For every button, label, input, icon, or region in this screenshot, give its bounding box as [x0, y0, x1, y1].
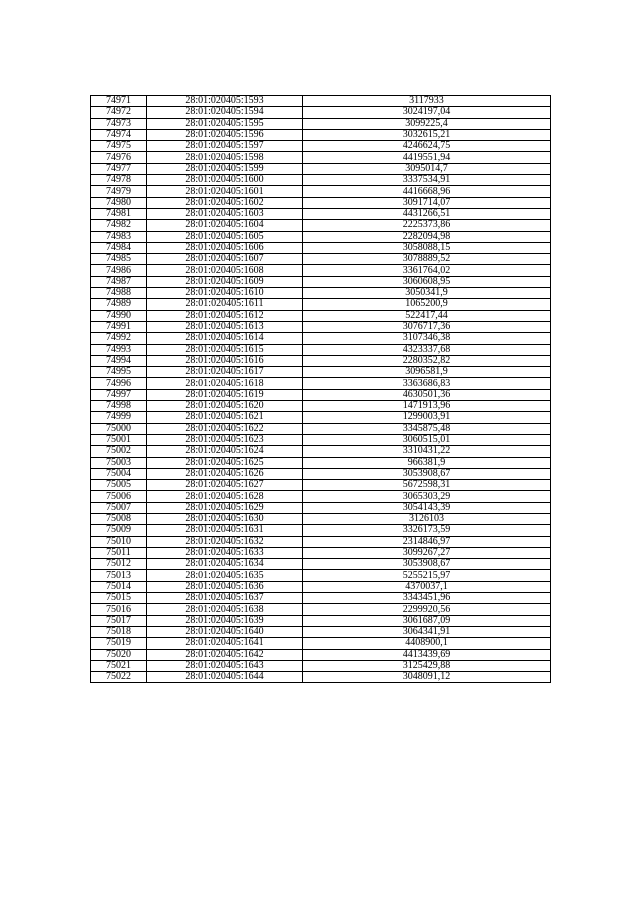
cadastral-number-cell: 28:01:020405:1602 — [147, 197, 303, 208]
value-cell: 2299920,56 — [303, 604, 551, 615]
cadastral-number-cell: 28:01:020405:1627 — [147, 480, 303, 491]
value-cell: 3054143,39 — [303, 502, 551, 513]
table-row — [91, 321, 551, 332]
value-cell: 2314846,97 — [303, 536, 551, 547]
value-cell: 3345875,48 — [303, 423, 551, 434]
value-cell: 1065200,9 — [303, 299, 551, 310]
cadastral-number-cell: 28:01:020405:1642 — [147, 649, 303, 660]
cadastral-number-cell: 28:01:020405:1615 — [147, 344, 303, 355]
row-number-cell: 75021 — [91, 660, 147, 671]
value-cell: 3024197,04 — [303, 107, 551, 118]
value-cell: 1299003,91 — [303, 412, 551, 423]
table-row — [91, 378, 551, 389]
cadastral-number-cell: 28:01:020405:1633 — [147, 547, 303, 558]
value-cell: 3091714,07 — [303, 197, 551, 208]
value-cell: 4630501,36 — [303, 389, 551, 400]
row-number-cell: 75022 — [91, 672, 147, 683]
table-row — [91, 502, 551, 513]
table-row — [91, 242, 551, 253]
table-row — [91, 333, 551, 344]
value-cell: 3061687,09 — [303, 615, 551, 626]
row-number-cell: 74973 — [91, 118, 147, 129]
row-number-cell: 74976 — [91, 152, 147, 163]
value-cell: 3361764,02 — [303, 265, 551, 276]
cadastral-number-cell: 28:01:020405:1641 — [147, 638, 303, 649]
cadastral-number-cell: 28:01:020405:1632 — [147, 536, 303, 547]
table-row — [91, 163, 551, 174]
table-row — [91, 265, 551, 276]
value-cell: 3326173,59 — [303, 525, 551, 536]
cadastral-number-cell: 28:01:020405:1630 — [147, 513, 303, 524]
table-row — [91, 389, 551, 400]
table-row — [91, 254, 551, 265]
cadastral-number-cell: 28:01:020405:1643 — [147, 660, 303, 671]
value-cell: 4416668,96 — [303, 186, 551, 197]
row-number-cell: 74977 — [91, 163, 147, 174]
table-row — [91, 513, 551, 524]
row-number-cell: 75004 — [91, 468, 147, 479]
value-cell: 2280352,82 — [303, 355, 551, 366]
value-cell: 3337534,91 — [303, 175, 551, 186]
table-row — [91, 649, 551, 660]
value-cell: 3064341,91 — [303, 626, 551, 637]
table-row — [91, 197, 551, 208]
cadastral-value-table — [90, 95, 551, 683]
cadastral-number-cell: 28:01:020405:1629 — [147, 502, 303, 513]
cadastral-number-cell: 28:01:020405:1603 — [147, 208, 303, 219]
table-row — [91, 570, 551, 581]
row-number-cell: 74990 — [91, 310, 147, 321]
cadastral-number-cell: 28:01:020405:1623 — [147, 434, 303, 445]
table-row — [91, 446, 551, 457]
cadastral-number-cell: 28:01:020405:1611 — [147, 299, 303, 310]
row-number-cell: 74989 — [91, 299, 147, 310]
table-row — [91, 96, 551, 107]
value-cell: 2282094,98 — [303, 231, 551, 242]
cadastral-number-cell: 28:01:020405:1616 — [147, 355, 303, 366]
row-number-cell: 75006 — [91, 491, 147, 502]
value-cell: 3078889,52 — [303, 254, 551, 265]
value-cell: 3065303,29 — [303, 491, 551, 502]
cadastral-number-cell: 28:01:020405:1598 — [147, 152, 303, 163]
table-row — [91, 310, 551, 321]
value-cell: 4431266,51 — [303, 208, 551, 219]
row-number-cell: 75019 — [91, 638, 147, 649]
cadastral-number-cell: 28:01:020405:1607 — [147, 254, 303, 265]
row-number-cell: 74998 — [91, 401, 147, 412]
value-cell: 3053908,67 — [303, 559, 551, 570]
row-number-cell: 74993 — [91, 344, 147, 355]
table-row — [91, 220, 551, 231]
row-number-cell: 74995 — [91, 367, 147, 378]
value-cell: 3032615,21 — [303, 129, 551, 140]
table-row — [91, 559, 551, 570]
cadastral-number-cell: 28:01:020405:1636 — [147, 581, 303, 592]
value-cell: 4413439,69 — [303, 649, 551, 660]
cadastral-number-cell: 28:01:020405:1626 — [147, 468, 303, 479]
value-cell: 3099267,27 — [303, 547, 551, 558]
value-cell: 3095014,7 — [303, 163, 551, 174]
value-cell: 3048091,12 — [303, 672, 551, 683]
cadastral-number-cell: 28:01:020405:1622 — [147, 423, 303, 434]
cadastral-number-cell: 28:01:020405:1619 — [147, 389, 303, 400]
table-body — [91, 96, 551, 683]
cadastral-number-cell: 28:01:020405:1614 — [147, 333, 303, 344]
cadastral-number-cell: 28:01:020405:1601 — [147, 186, 303, 197]
row-number-cell: 75016 — [91, 604, 147, 615]
cadastral-number-cell: 28:01:020405:1608 — [147, 265, 303, 276]
row-number-cell: 75014 — [91, 581, 147, 592]
table-row — [91, 152, 551, 163]
row-number-cell: 74988 — [91, 288, 147, 299]
value-cell: 3126103 — [303, 513, 551, 524]
table-row — [91, 118, 551, 129]
row-number-cell: 75010 — [91, 536, 147, 547]
row-number-cell: 74985 — [91, 254, 147, 265]
value-cell: 3096581,9 — [303, 367, 551, 378]
value-cell: 966381,9 — [303, 457, 551, 468]
row-number-cell: 74971 — [91, 96, 147, 107]
value-cell: 3050341,9 — [303, 288, 551, 299]
value-cell: 3060608,95 — [303, 276, 551, 287]
value-cell: 3099225,4 — [303, 118, 551, 129]
row-number-cell: 75000 — [91, 423, 147, 434]
table-row — [91, 231, 551, 242]
cadastral-number-cell: 28:01:020405:1644 — [147, 672, 303, 683]
cadastral-number-cell: 28:01:020405:1638 — [147, 604, 303, 615]
value-cell: 4419551,94 — [303, 152, 551, 163]
cadastral-number-cell: 28:01:020405:1620 — [147, 401, 303, 412]
cadastral-number-cell: 28:01:020405:1639 — [147, 615, 303, 626]
table-row — [91, 434, 551, 445]
cadastral-number-cell: 28:01:020405:1613 — [147, 321, 303, 332]
row-number-cell: 74987 — [91, 276, 147, 287]
value-cell: 3343451,96 — [303, 593, 551, 604]
value-cell: 2225373,86 — [303, 220, 551, 231]
value-cell: 3053908,67 — [303, 468, 551, 479]
value-cell: 4246624,75 — [303, 141, 551, 152]
row-number-cell: 75001 — [91, 434, 147, 445]
table-row — [91, 129, 551, 140]
row-number-cell: 74986 — [91, 265, 147, 276]
row-number-cell: 75011 — [91, 547, 147, 558]
row-number-cell: 75015 — [91, 593, 147, 604]
table-row — [91, 367, 551, 378]
table-row — [91, 593, 551, 604]
cadastral-number-cell: 28:01:020405:1624 — [147, 446, 303, 457]
table-row — [91, 491, 551, 502]
table-row — [91, 276, 551, 287]
row-number-cell: 74974 — [91, 129, 147, 140]
value-cell: 522417,44 — [303, 310, 551, 321]
row-number-cell: 74979 — [91, 186, 147, 197]
value-cell: 1471913,96 — [303, 401, 551, 412]
value-cell: 3363686,83 — [303, 378, 551, 389]
cadastral-number-cell: 28:01:020405:1618 — [147, 378, 303, 389]
row-number-cell: 75013 — [91, 570, 147, 581]
cadastral-number-cell: 28:01:020405:1634 — [147, 559, 303, 570]
cadastral-number-cell: 28:01:020405:1621 — [147, 412, 303, 423]
row-number-cell: 75012 — [91, 559, 147, 570]
cadastral-number-cell: 28:01:020405:1609 — [147, 276, 303, 287]
table-row — [91, 672, 551, 683]
row-number-cell: 75005 — [91, 480, 147, 491]
table-row — [91, 186, 551, 197]
row-number-cell: 74981 — [91, 208, 147, 219]
cadastral-number-cell: 28:01:020405:1610 — [147, 288, 303, 299]
table-row — [91, 638, 551, 649]
cadastral-number-cell: 28:01:020405:1600 — [147, 175, 303, 186]
table-row — [91, 480, 551, 491]
row-number-cell: 74980 — [91, 197, 147, 208]
value-cell: 5672598,31 — [303, 480, 551, 491]
table-row — [91, 604, 551, 615]
value-cell: 3107346,38 — [303, 333, 551, 344]
cadastral-number-cell: 28:01:020405:1597 — [147, 141, 303, 152]
value-cell: 3310431,22 — [303, 446, 551, 457]
row-number-cell: 75018 — [91, 626, 147, 637]
table-row — [91, 547, 551, 558]
table-row — [91, 299, 551, 310]
cadastral-number-cell: 28:01:020405:1628 — [147, 491, 303, 502]
table-row — [91, 423, 551, 434]
value-cell: 4370037,1 — [303, 581, 551, 592]
cadastral-number-cell: 28:01:020405:1625 — [147, 457, 303, 468]
row-number-cell: 74994 — [91, 355, 147, 366]
table-row — [91, 412, 551, 423]
row-number-cell: 74972 — [91, 107, 147, 118]
row-number-cell: 75002 — [91, 446, 147, 457]
row-number-cell: 74978 — [91, 175, 147, 186]
table-row — [91, 175, 551, 186]
cadastral-number-cell: 28:01:020405:1635 — [147, 570, 303, 581]
cadastral-number-cell: 28:01:020405:1631 — [147, 525, 303, 536]
row-number-cell: 74983 — [91, 231, 147, 242]
table-row — [91, 401, 551, 412]
table-row — [91, 581, 551, 592]
table-row — [91, 141, 551, 152]
row-number-cell: 75017 — [91, 615, 147, 626]
table-row — [91, 355, 551, 366]
value-cell: 3076717,36 — [303, 321, 551, 332]
table-row — [91, 457, 551, 468]
cadastral-number-cell: 28:01:020405:1604 — [147, 220, 303, 231]
row-number-cell: 75009 — [91, 525, 147, 536]
cadastral-number-cell: 28:01:020405:1606 — [147, 242, 303, 253]
row-number-cell: 75007 — [91, 502, 147, 513]
row-number-cell: 74984 — [91, 242, 147, 253]
table-row — [91, 208, 551, 219]
row-number-cell: 74991 — [91, 321, 147, 332]
cadastral-number-cell: 28:01:020405:1595 — [147, 118, 303, 129]
row-number-cell: 74997 — [91, 389, 147, 400]
value-cell: 3117933 — [303, 96, 551, 107]
row-number-cell: 75003 — [91, 457, 147, 468]
table-row — [91, 626, 551, 637]
cadastral-number-cell: 28:01:020405:1637 — [147, 593, 303, 604]
row-number-cell: 74996 — [91, 378, 147, 389]
table-row — [91, 536, 551, 547]
value-cell: 3058088,15 — [303, 242, 551, 253]
table-row — [91, 525, 551, 536]
row-number-cell: 74999 — [91, 412, 147, 423]
value-cell: 3060515,01 — [303, 434, 551, 445]
value-cell: 3125429,88 — [303, 660, 551, 671]
table-row — [91, 660, 551, 671]
cadastral-number-cell: 28:01:020405:1605 — [147, 231, 303, 242]
table-row — [91, 615, 551, 626]
cadastral-number-cell: 28:01:020405:1593 — [147, 96, 303, 107]
row-number-cell: 74992 — [91, 333, 147, 344]
table-row — [91, 288, 551, 299]
table-row — [91, 344, 551, 355]
row-number-cell: 75020 — [91, 649, 147, 660]
cadastral-number-cell: 28:01:020405:1599 — [147, 163, 303, 174]
cadastral-number-cell: 28:01:020405:1617 — [147, 367, 303, 378]
row-number-cell: 74975 — [91, 141, 147, 152]
cadastral-number-cell: 28:01:020405:1640 — [147, 626, 303, 637]
table-row — [91, 468, 551, 479]
cadastral-number-cell: 28:01:020405:1594 — [147, 107, 303, 118]
value-cell: 4408900,1 — [303, 638, 551, 649]
cadastral-number-cell: 28:01:020405:1596 — [147, 129, 303, 140]
cadastral-number-cell: 28:01:020405:1612 — [147, 310, 303, 321]
row-number-cell: 75008 — [91, 513, 147, 524]
value-cell: 4323337,68 — [303, 344, 551, 355]
row-number-cell: 74982 — [91, 220, 147, 231]
table-row — [91, 107, 551, 118]
value-cell: 5255215,97 — [303, 570, 551, 581]
